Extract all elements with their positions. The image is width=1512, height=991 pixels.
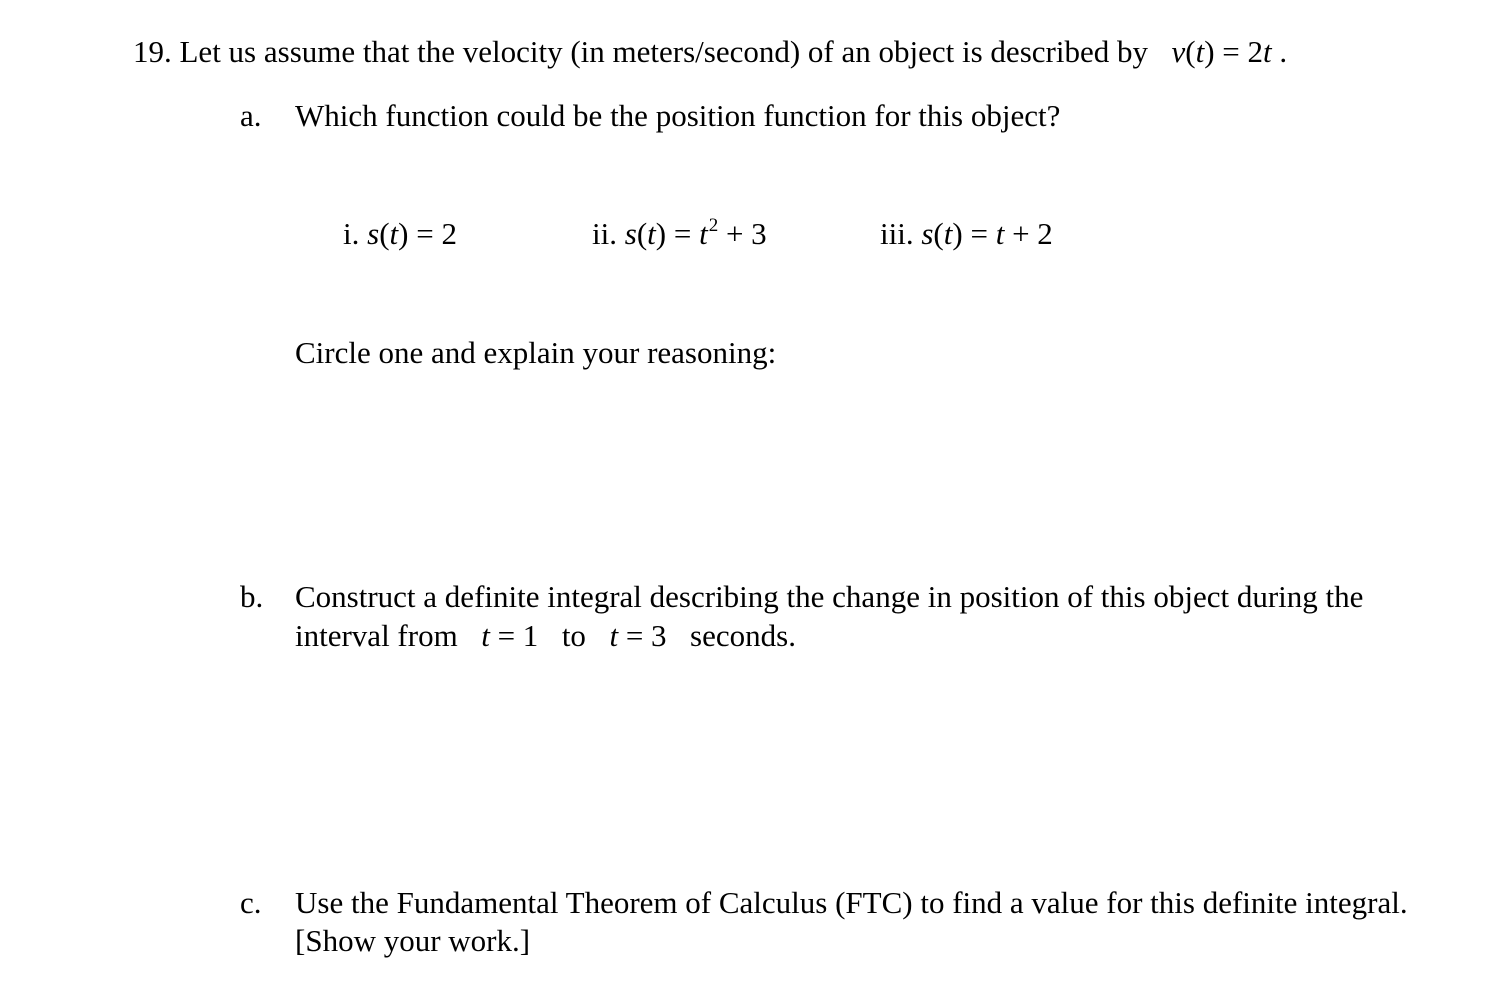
option-iii-formula: s(t) = t + 2 <box>921 216 1053 251</box>
option-i-label: i. <box>343 216 360 251</box>
question-number: 19. <box>133 34 172 69</box>
option-i[interactable] <box>343 215 457 253</box>
part-c-line-2: [Show your work.] <box>295 923 531 958</box>
option-iii[interactable] <box>880 215 1053 253</box>
part-a-text: Which function could be the position function for this object? <box>295 98 1061 133</box>
option-iii-label: iii. <box>880 216 914 251</box>
option-i-formula: s(t) = 2 <box>367 216 457 251</box>
velocity-formula: v(t) = 2t . <box>1171 34 1288 69</box>
part-c-line-1: Use the Fundamental Theorem of Calculus (FTC) to find a value for this definite integral. <box>295 885 1408 920</box>
part-b-marker: b. <box>240 579 264 614</box>
interval-end: t = 3 <box>609 618 667 653</box>
interval-start: t = 1 <box>481 618 539 653</box>
question-header <box>133 33 1287 71</box>
option-ii-formula: $s(t) = t^2 + 3$ <box>624 215 767 251</box>
part-a-marker: a. <box>240 98 262 133</box>
option-ii-label: ii. <box>592 216 617 251</box>
part-b-line-2: interval from t = 1 to t = 3 seconds. <box>295 618 796 653</box>
part-a-instruction: Circle one and explain your reasoning: <box>295 335 777 370</box>
question-text: Let us assume that the velocity (in meters/second) of an object is described by <box>179 34 1148 69</box>
part-c-marker: c. <box>240 885 262 920</box>
option-ii[interactable] <box>592 215 767 258</box>
part-b-line-1: Construct a definite integral describing the change in position of this object during the <box>295 579 1364 614</box>
